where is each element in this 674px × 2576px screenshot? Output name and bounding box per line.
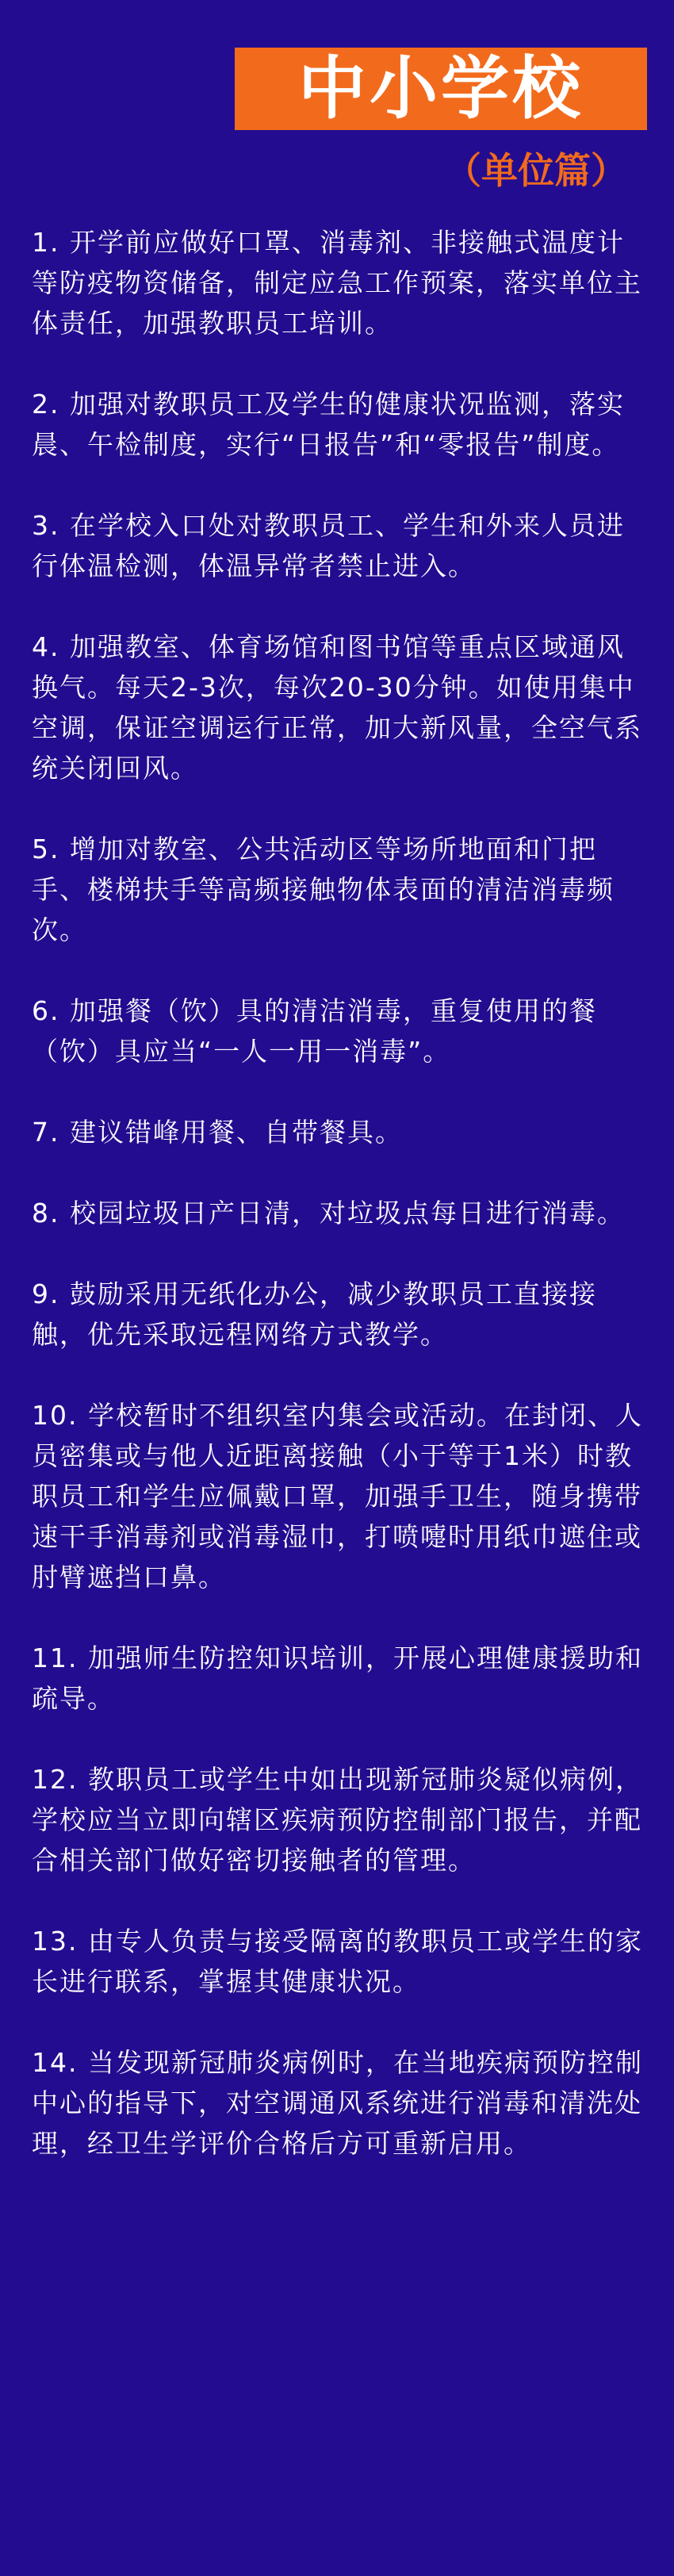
guideline-item-11: 11. 加强师生防控知识培训，开展心理健康援助和疏导。 [32, 1643, 643, 1714]
guideline-item-13: 13. 由专人负责与接受隔离的教职员工或学生的家长进行联系，掌握其健康状况。 [32, 1926, 643, 1997]
guideline-item-14: 14. 当发现新冠肺炎病例时，在当地疾病预防控制中心的指导下，对空调通风系统进行消毒和清洗处理，经卫生学评价合格后方可重新启用。 [32, 2047, 643, 2159]
guideline-item-12: 12. 教职员工或学生中如出现新冠肺炎疑似病例，学校应当立即向辖区疾病预防控制部门报告，并配合相关部门做好密切接触者的管理。 [32, 1764, 643, 1876]
guideline-item-3: 3. 在学校入口处对教职员工、学生和外来人员进行体温检测，体温异常者禁止进入。 [32, 510, 625, 581]
guideline-item-5: 5. 增加对教室、公共活动区等场所地面和门把手、楼梯扶手等高频接触物体表面的清洁消毒频次。 [32, 834, 615, 945]
page-subtitle: （单位篇） [445, 149, 627, 192]
guideline-item-8: 8. 校园垃圾日产日清，对垃圾点每日进行消毒。 [32, 1198, 625, 1229]
guideline-item-2: 2. 加强对教职员工及学生的健康状况监测，落实晨、午检制度，实行“日报告”和“零报告”制度。 [32, 389, 625, 460]
guideline-item-10: 10. 学校暂时不组织室内集会或活动。在封闭、人员密集或与他人近距离接触（小于等于1米）时教职员工和学生应佩戴口罩，加强手卫生，随身携带速干手消毒剂或消毒湿巾，打喷嚏时用纸巾遮住或肘臂遮挡口鼻。 [32, 1400, 643, 1593]
guideline-item-7: 7. 建议错峰用餐、自带餐具。 [32, 1117, 403, 1148]
guideline-list [32, 222, 650, 2204]
guideline-item-4: 4. 加强教室、体育场馆和图书馆等重点区域通风换气。每天2-3次，每次20-30分钟。如使用集中空调，保证空调运行正常，加大新风量，全空气系统关闭回风。 [32, 631, 642, 784]
guideline-item-6: 6. 加强餐（饮）具的清洁消毒，重复使用的餐（饮）具应当“一人一用一消毒”。 [32, 995, 597, 1067]
guideline-item-9: 9. 鼓励采用无纸化办公，减少教职员工直接接触，优先采取远程网络方式教学。 [32, 1278, 597, 1350]
guideline-item-1: 1. 开学前应做好口罩、消毒剂、非接触式温度计等防疫物资储备，制定应急工作预案，落实单位主体责任，加强教职员工培训。 [32, 227, 642, 339]
title-banner [235, 48, 647, 130]
page-title: 中小学校 [298, 49, 584, 128]
